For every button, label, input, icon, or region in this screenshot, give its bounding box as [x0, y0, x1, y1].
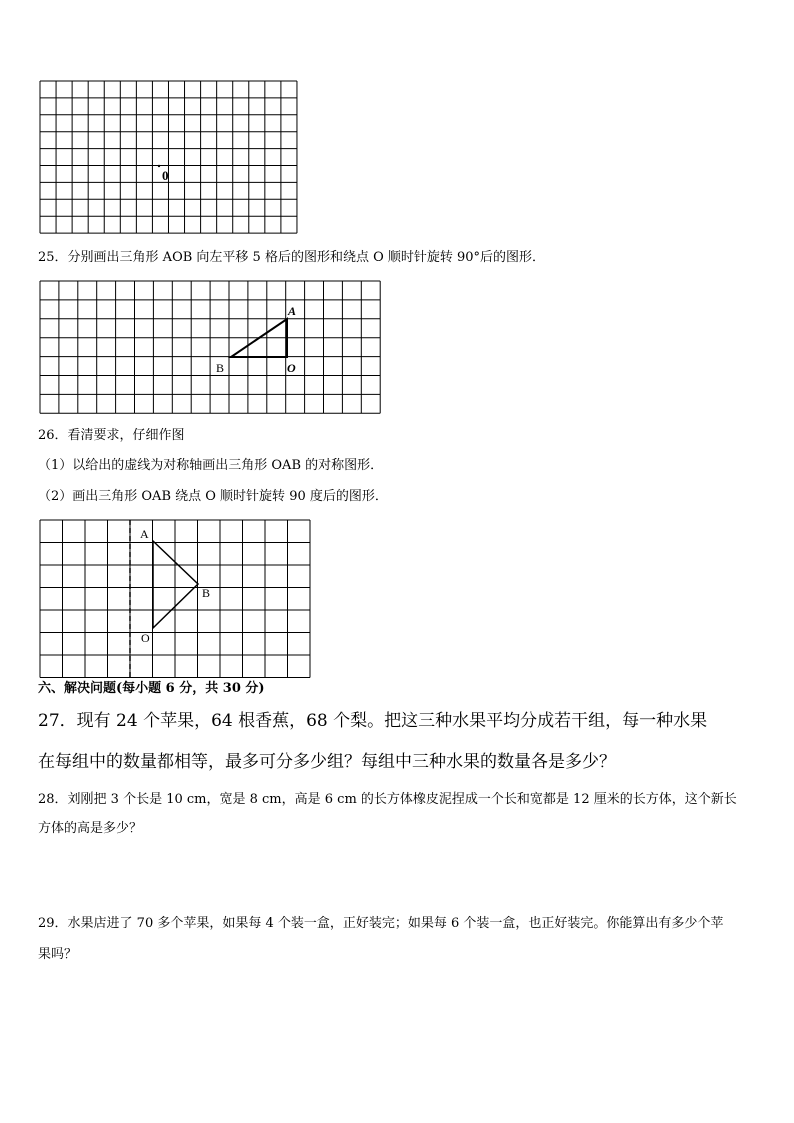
q27-line-2: 在每组中的数量都相等，最多可分多少组？每组中三种水果的数量各是多少？	[38, 752, 616, 772]
q26-title: 26．看清要求，仔细作图	[38, 428, 185, 443]
q26-part1: （1）以给出的虚线为对称轴画出三角形 OAB 的对称图形．	[38, 458, 384, 473]
section-6-heading: 六、解决问题(每小题 6 分，共 30 分)	[38, 681, 265, 696]
q26-label-b: B	[202, 586, 211, 600]
grid-q25-lines	[40, 281, 380, 413]
grid-1-lines	[40, 81, 297, 233]
q25-label-b: B	[216, 361, 225, 375]
q25-label-a: A	[288, 304, 297, 318]
grid-q26-lines	[40, 520, 310, 678]
grid-1	[0, 0, 794, 240]
grid-1-point-o	[158, 165, 160, 167]
q29-line-2: 果吗？	[38, 947, 78, 962]
q25-label-o: O	[287, 361, 296, 375]
q26-label-a: A	[140, 527, 149, 541]
q27-line-1: 27．现有 24 个苹果，64 根香蕉，68 个梨。把这三种水果平均分成若干组，每一种水果	[38, 711, 708, 731]
grid-q25	[0, 270, 794, 420]
grid-q26	[0, 510, 794, 680]
q25-text: 25．分别画出三角形 AOB 向左平移 5 格后的图形和绕点 O 顺时针旋转 90°后的图形．	[38, 250, 546, 265]
q28-line-1: 28．刘刚把 3 个长是 10 cm，宽是 8 cm，高是 6 cm 的长方体橡皮泥捏成一个长和宽都是 12 厘米的长方体，这个新长	[38, 792, 737, 807]
q28-line-2: 方体的高是多少？	[38, 821, 143, 836]
grid-1-label-o: 0	[162, 168, 169, 183]
q26-part2: （2）画出三角形 OAB 绕点 O 顺时针旋转 90 度后的图形．	[38, 489, 388, 504]
q29-line-1: 29．水果店进了 70 多个苹果，如果每 4 个装一盒，正好装完；如果每 6 个装一盒，也正好装完。你能算出有多少个苹	[38, 916, 724, 931]
q26-label-o: O	[141, 631, 150, 645]
